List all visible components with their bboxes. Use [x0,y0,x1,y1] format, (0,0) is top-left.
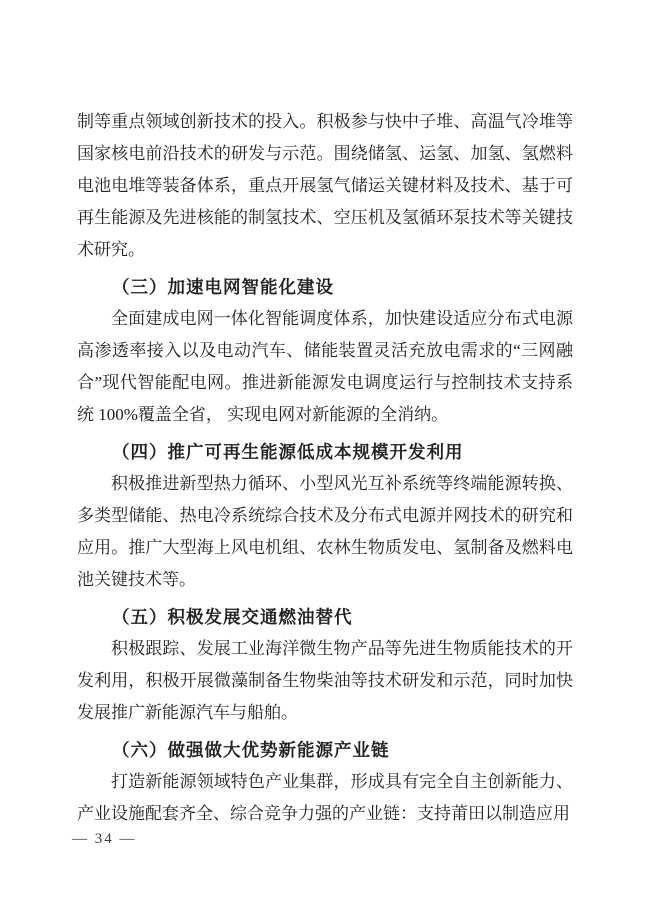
paragraph-section-6: 打造新能源领域特色产业集群，形成具有完全自主创新能力、产业设施配套齐全、综合竞争力强的产业链：支持莆田以制造应用 [77,772,573,823]
page-content [77,106,573,830]
section-heading-4: （四）推广可再生能源低成本规模开发利用 [112,442,464,462]
page-number: — 34 — [72,831,137,847]
section-heading-3: （三）加速电网智能化建设 [112,277,334,297]
section-heading-6: （六）做强做大优势新能源产业链 [112,740,390,760]
section-heading-5: （五）积极发展交通燃油替代 [112,607,353,627]
paragraph-section-3: 全面建成电网一体化智能调度体系，加快建设适应分布式电源高渗透率接入以及电动汽车、储能装置灵活充放电需求的“三网融合”现代智能配电网。推进新能源发电调度运行与控制技术支持系统 100%覆盖全省， 实现电网对新能源的全消纳。 [77,309,573,424]
paragraph-section-5: 积极跟踪、发展工业海洋微生物产品等先进生物质能技术的开发利用，积极开展微藻制备生物柴油等技术研发和示范，同时加快发展推广新能源汽车与船舶。 [77,639,573,722]
paragraph-continuation: 制等重点领域创新技术的投入。积极参与快中子堆、高温气冷堆等国家核电前沿技术的研发与示范。围绕储氢、运氢、加氢、氢燃料电池电堆等装备体系，重点开展氢气储运关键材料及技术、基于可再生能源及先进核能的制氢技术、空压机及氢循环泵技术等关键技术研究。 [77,112,573,259]
paragraph-section-4: 积极推进新型热力循环、小型风光互补系统等终端能源转换、多类型储能、热电冷系统综合技术及分布式电源并网技术的研究和应用。推广大型海上风电机组、农林生物质发电、氢制备及燃料电池关键技术等。 [77,474,573,589]
